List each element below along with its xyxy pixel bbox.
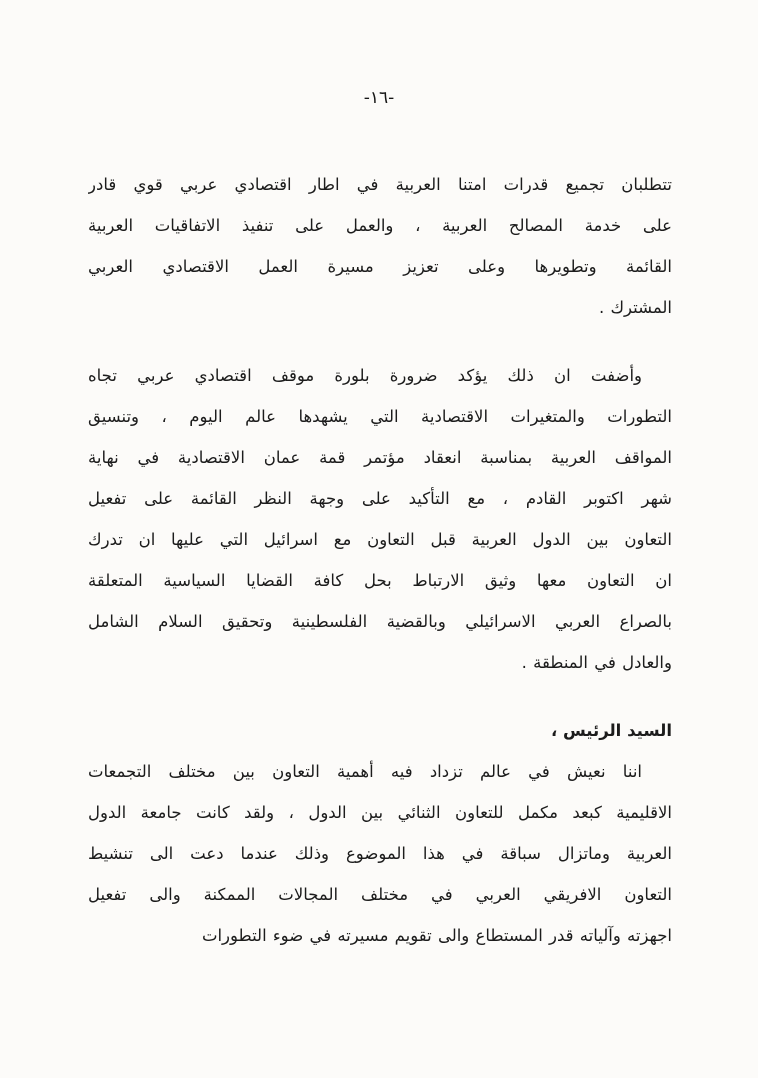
text-line: ان التعاون معها وثيق الارتباط بحل كافة القضايا السياسية المتعلقة — [88, 571, 672, 590]
text-line: العربية وماتزال سباقة في هذا الموضوع وذلك عندما دعت الى تنشيط — [88, 844, 672, 863]
text-line: بالصراع العربي الاسرائيلي وبالقضية الفلسطينية وتحقيق السلام الشامل — [88, 612, 672, 631]
text-line: اننا نعيش في عالم تزداد فيه أهمية التعاون بين مختلف التجمعات — [88, 762, 642, 781]
text-line: التعاون بين الدول العربية قبل التعاون مع اسرائيل التي عليها ان تدرك — [88, 530, 672, 549]
paragraph-1 — [88, 164, 672, 328]
text-line: المواقف العربية بمناسبة انعقاد مؤتمر قمة عمان الاقتصادية في نهاية — [88, 448, 672, 467]
paragraph-3 — [88, 751, 672, 956]
text-line: القائمة وتطويرها وعلى تعزيز مسيرة العمل الاقتصادي العربي — [88, 257, 672, 276]
text-line: شهر اكتوبر القادم ، مع التأكيد على وجهة النظر القائمة على تفعيل — [88, 489, 672, 508]
text-line: تتطلبان تجميع قدرات امتنا العربية في اطار اقتصادي عربي قوي قادر — [88, 175, 672, 194]
page-number: -١٦- — [363, 88, 395, 108]
text-line: الاقليمية كبعد مكمل للتعاون الثنائي بين الدول ، ولقد كانت جامعة الدول — [88, 803, 672, 822]
text-line: والعادل في المنطقة . — [521, 653, 672, 672]
text-line: اجهزته وآلياته قدر المستطاع والى تقويم مسيرته في ضوء التطورات — [201, 926, 672, 945]
paragraph-2 — [88, 355, 672, 683]
text-line: التطورات والمتغيرات الاقتصادية التي يشهدها عالم اليوم ، وتنسيق — [88, 407, 672, 426]
text-line: وأضفت ان ذلك يؤكد ضرورة بلورة موقف اقتصادي عربي تجاه — [88, 366, 642, 385]
document-body — [0, 108, 758, 956]
text-line: على خدمة المصالح العربية ، والعمل على تنفيذ الاتفاقيات العربية — [88, 216, 672, 235]
text-line: التعاون الافريقي العربي في مختلف المجالات الممكنة والى تفعيل — [88, 885, 672, 904]
salutation-heading: السيد الرئيس ، — [550, 721, 672, 740]
text-line: المشترك . — [598, 298, 672, 317]
